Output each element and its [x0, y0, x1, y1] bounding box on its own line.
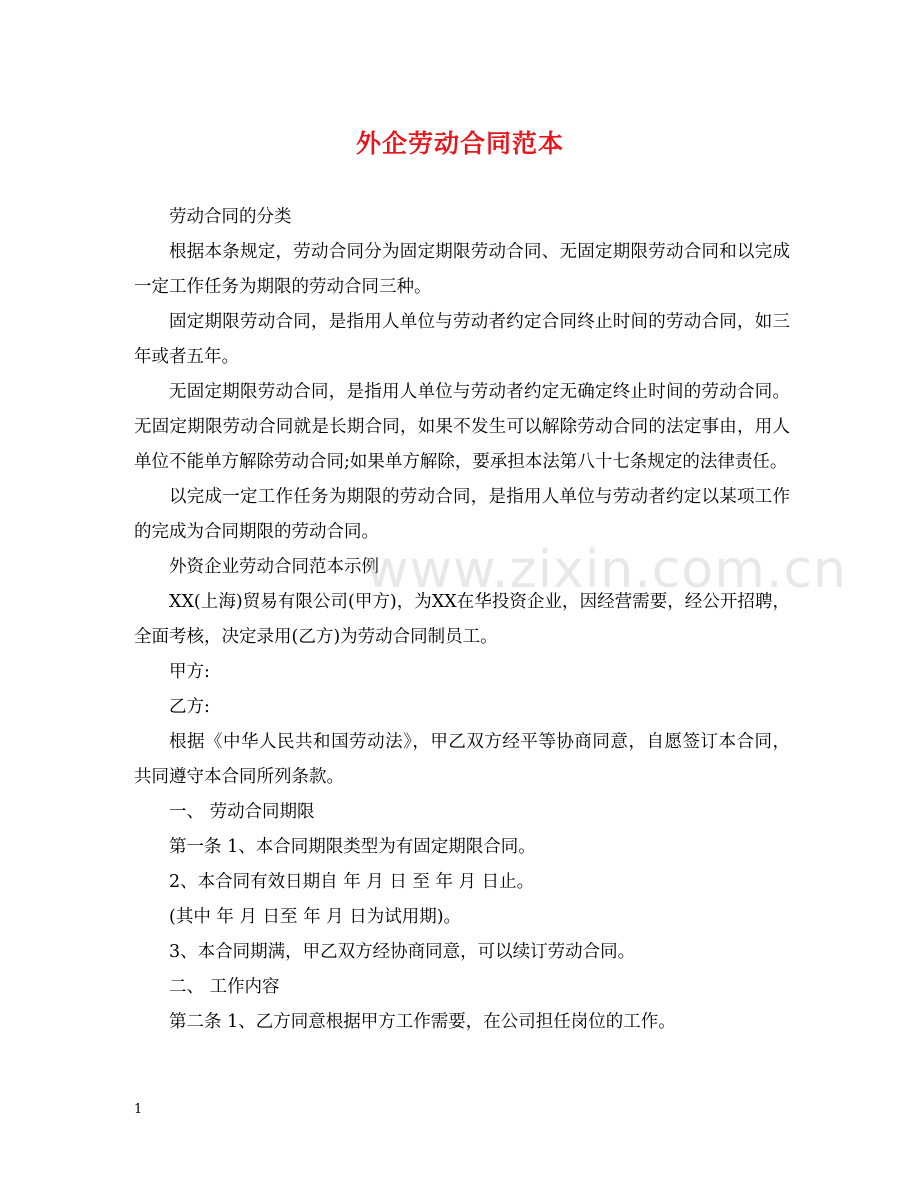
page-number: 1 [134, 1102, 143, 1117]
document-title: 外企劳动合同范本 [355, 129, 564, 158]
paragraph-heading-example: 外资企业劳动合同范本示例 [169, 557, 379, 577]
document-body [134, 200, 790, 1040]
article-line: (其中 年 月 日至 年 月 日为试用期)。 [169, 907, 462, 927]
paragraph: 根据《中华人民共和国劳动法》，甲乙双方经平等协商同意，自愿签订本合同，共同遵守本合同所列条款。 [134, 732, 790, 787]
section-heading-term: 一、 劳动合同期限 [169, 802, 315, 822]
article-line: 3、本合同期满，甲乙双方经协商同意，可以续订劳动合同。 [169, 942, 636, 962]
article-line: 2、本合同有效日期自 年 月 日 至 年 月 日止。 [169, 872, 535, 892]
paragraph: 无固定期限劳动合同，是指用人单位与劳动者约定无确定终止时间的劳动合同。无固定期限劳动合同就是长期合同，如果不发生可以解除劳动合同的法定事由，用人单位不能单方解除劳动合同;如果单方解除，要承担本法第八十七条规定的法律责任。 [134, 382, 790, 472]
paragraph: 根据本条规定，劳动合同分为固定期限劳动合同、无固定期限劳动合同和以完成一定工作任务为期限的劳动合同三种。 [134, 242, 790, 297]
paragraph: 固定期限劳动合同，是指用人单位与劳动者约定合同终止时间的劳动合同，如三年或者五年。 [134, 312, 790, 367]
party-a-line: 甲方: [169, 662, 210, 682]
article-line: 第二条 1、乙方同意根据甲方工作需要，在公司担任岗位的工作。 [169, 1012, 676, 1032]
paragraph: XX(上海)贸易有限公司(甲方)，为XX在华投资企业，因经营需要，经公开招聘，全面考核，决定录用(乙方)为劳动合同制员工。 [134, 592, 790, 647]
section-heading-work: 二、 工作内容 [169, 977, 280, 997]
paragraph: 以完成一定工作任务为期限的劳动合同，是指用人单位与劳动者约定以某项工作的完成为合同期限的劳动合同。 [134, 487, 790, 542]
article-line: 第一条 1、本合同期限类型为有固定期限合同。 [169, 837, 536, 857]
watermark: www.zixin.com.cn [366, 540, 847, 600]
paragraph-heading-classification: 劳动合同的分类 [169, 207, 292, 227]
party-b-line: 乙方: [169, 697, 210, 717]
